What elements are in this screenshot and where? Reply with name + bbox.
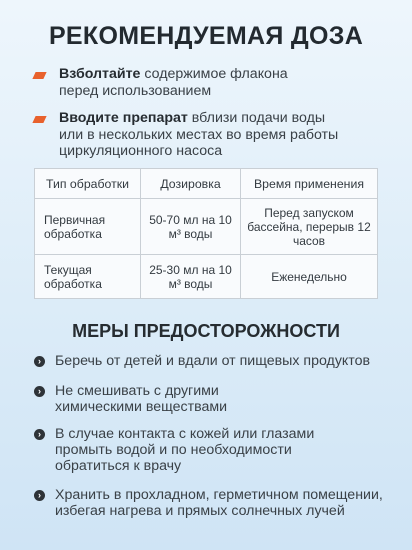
parallelogram-bullet-icon: [32, 116, 46, 123]
precaution-text: Хранить в прохладном, герметичном помещении, избегая нагрева и прямых солнечных лучей: [55, 487, 383, 519]
list-item: [34, 426, 394, 474]
dose-item-bold: Взболтайте: [59, 66, 141, 82]
dose-instructions: [34, 66, 384, 171]
dose-item-rest: или в нескольких местах во время работы циркуляционного насоса: [59, 126, 339, 159]
dose-item: [34, 66, 384, 99]
parallelogram-bullet-icon: [32, 72, 46, 79]
dose-item-line1: содержимое флакона: [140, 66, 288, 82]
page-title: РЕКОМЕНДУЕМАЯ ДОЗА: [48, 22, 364, 50]
chevron-right-circle-icon: ›: [34, 386, 45, 397]
precaution-text: Беречь от детей и вдали от пищевых продуктов: [55, 353, 371, 369]
chevron-right-circle-icon: ›: [34, 356, 45, 367]
precaution-text: В случае контакта с кожей или глазами промыть водой и по необходимости обратиться к врачу: [55, 426, 315, 474]
dose-item-line1: вблизи подачи воды: [187, 110, 326, 126]
table-header-dose: Дозировка: [141, 169, 241, 199]
table-cell-time: Перед запуском бассейна, перерыв 12 часов: [241, 199, 377, 255]
precautions-list: [34, 353, 394, 519]
dose-item-text: [59, 110, 384, 160]
dose-item-bold: Вводите препарат: [59, 110, 188, 126]
dose-item-text: [59, 66, 288, 99]
list-item: [34, 353, 394, 369]
dose-item-rest: перед использованием: [59, 82, 212, 99]
chevron-right-circle-icon: ›: [34, 490, 45, 501]
list-item: [34, 487, 394, 519]
dosage-table: [34, 168, 378, 299]
list-item: [34, 383, 394, 415]
precautions-title: МЕРЫ ПРЕДОСТОРОЖНОСТИ: [72, 321, 340, 341]
dose-item: [34, 110, 384, 160]
precaution-text: Не смешивать с другими химическими веществами: [55, 383, 228, 415]
table-cell-type: Текущая обработка: [35, 255, 141, 298]
table-cell-time: Еженедельно: [271, 269, 347, 284]
table-cell-type: Первичная обработка: [35, 199, 141, 255]
chevron-right-circle-icon: ›: [34, 429, 45, 440]
table-header-type: Тип обработки: [35, 169, 141, 199]
table-header-time: Время применения: [241, 169, 377, 199]
table-cell-dose: 50-70 мл на 10 м³ воды: [141, 199, 241, 255]
table-cell-dose: 25-30 мл на 10 м³ воды: [141, 255, 241, 298]
